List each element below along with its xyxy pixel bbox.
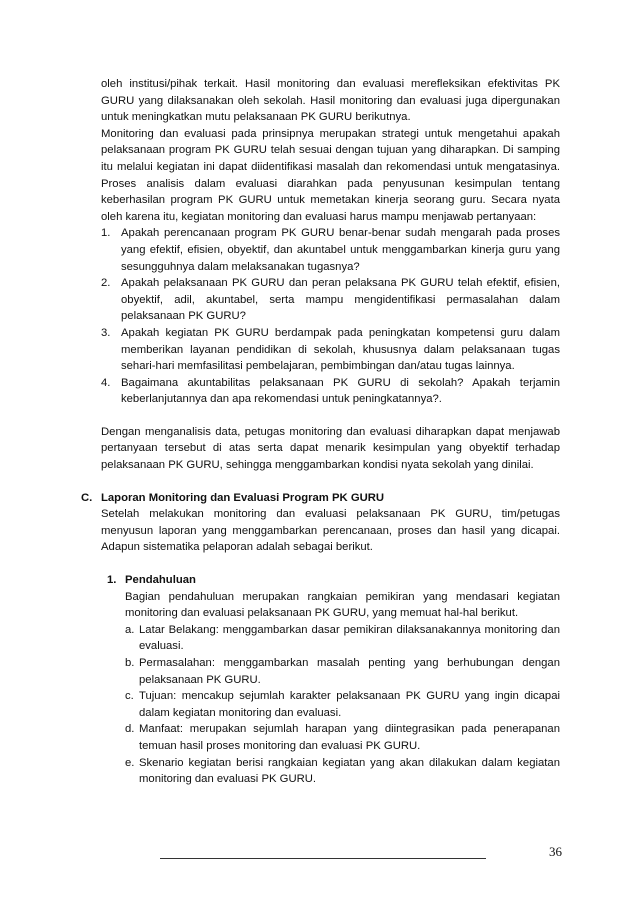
intro-paragraph-1: oleh institusi/pihak terkait. Hasil monitoring dan evaluasi merefleksikan efektivitas PK GURU yang dilaksanakan oleh sekolah. Hasil monitoring dan evaluasi juga dipergunakan untuk meningkatkan mutu pelaksanaan PK GURU berikutnya. — [101, 78, 560, 124]
question-number: 2. — [101, 277, 111, 290]
list-item-marker: b. — [125, 657, 135, 669]
list-item-text: Permasalahan: menggambarkan masalah penting yang berhubungan dengan pelaksanaan PK GURU. — [139, 657, 560, 686]
list-item — [125, 755, 560, 788]
pendahuluan-title: Pendahuluan — [125, 574, 196, 587]
pendahuluan-list — [125, 622, 560, 788]
list-item-marker: a. — [125, 623, 135, 636]
question-item — [101, 375, 560, 408]
question-number: 4. — [101, 376, 111, 389]
intro-paragraph-2: Monitoring dan evaluasi pada prinsipnya merupakan strategi untuk mengetahui apakah pelaksanaan program PK GURU telah sesuai dengan tujuan yang diharapkan. Di samping itu melalui kegiatan ini dapat diidentifikasi masalah dan rekomendasi untuk mengatasinya. Proses analisis dalam evaluasi diarahkan pada penyusunan kesimpulan tentang keberhasilan program PK GURU untuk memetakan kinerja seorang guru. Secara nyata oleh karena itu, kegiatan monitoring dan evaluasi harus mampu menjawab pertanyaan: — [101, 127, 560, 223]
question-item — [101, 225, 560, 275]
pendahuluan-body: Bagian pendahuluan merupakan rangkaian pemikiran yang mendasari kegiatan monitoring dan evaluasi pelaksanaan PK GURU, yang memuat hal-hal berikut. — [125, 590, 560, 620]
footer-divider — [160, 858, 486, 859]
page-number: 36 — [549, 844, 562, 859]
question-number: 1. — [101, 227, 111, 240]
list-item-text: Skenario kegiatan berisi rangkaian kegiatan yang akan dilakukan dalam kegiatan monitoring dan evaluasi PK GURU. — [139, 756, 560, 786]
question-number: 3. — [101, 326, 111, 339]
question-text: Bagaimana akuntabilitas pelaksanaan PK GURU di sekolah? Apakah terjamin keberlanjutannya dan apa rekomendasi untuk peningkatannya?. — [121, 376, 560, 406]
list-item-text: Manfaat: merupakan sejumlah harapan yang diintegrasikan pada penerapanan temuan hasil proses monitoring dan evaluasi PK GURU. — [139, 723, 560, 752]
pendahuluan-heading — [107, 572, 560, 589]
section-c-body: Setelah melakukan monitoring dan evaluasi pelaksanaan PK GURU, tim/petugas menyusun laporan yang menggambarkan perencanaan, proses dan hasil yang dicapai. Adapun sistematika pelaporan adalah sebagai berikut. — [101, 508, 560, 554]
list-item-marker: e. — [125, 756, 135, 769]
question-text: Apakah pelaksanaan PK GURU dan peran pelaksana PK GURU telah efektif, efisien, obyektif, adil, akuntabel, serta mampu mengidentifikasi permasalahan dalam pelaksanaan PK GURU? — [121, 277, 560, 323]
question-list — [101, 225, 560, 408]
section-c-marker: C. — [81, 491, 93, 504]
closing-paragraph: Dengan menganalisis data, petugas monitoring dan evaluasi diharapkan dapat menjawab pertanyaan tersebut di atas serta dapat menarik kesimpulan yang obyektif terhadap pelaksanaan PK GURU, sehingga menggambarkan kondisi nyata sekolah yang dinilai. — [101, 425, 560, 472]
question-item — [101, 275, 560, 325]
question-text: Apakah perencanaan program PK GURU benar-benar sudah mengarah pada proses yang efektif, efisien, obyektif, dan akuntabel untuk menggambarkan kinerja guru yang sesungguhnya dalam melaksanakan tugasnya? — [121, 227, 560, 273]
pendahuluan-section — [107, 572, 560, 788]
list-item-text: Tujuan: mencakup sejumlah karakter pelaksanaan PK GURU yang ingin dicapai dalam kegiatan monitoring dan evaluasi. — [139, 690, 560, 719]
list-item-marker: d. — [125, 723, 135, 736]
list-item-marker: c. — [125, 690, 134, 703]
question-text: Apakah kegiatan PK GURU berdampak pada peningkatan kompetensi guru dalam memberikan layanan pendidikan di sekolah, khususnya dalam pelaksanaan tugas sehari-hari memfasilitasi pembelajaran, pembimbingan dan/atau tugas lainnya. — [121, 326, 560, 373]
section-c-title: Laporan Monitoring dan Evaluasi Program PK GURU — [101, 491, 385, 504]
list-item — [125, 622, 560, 655]
question-item — [101, 325, 560, 375]
pendahuluan-marker: 1. — [107, 574, 117, 587]
section-c-heading — [81, 490, 560, 507]
list-item — [125, 688, 560, 721]
page-content — [81, 76, 560, 788]
list-item — [125, 655, 560, 688]
list-item-text: Latar Belakang: menggambarkan dasar pemikiran dilaksanakannya monitoring dan evaluasi. — [139, 623, 560, 653]
list-item — [125, 721, 560, 754]
